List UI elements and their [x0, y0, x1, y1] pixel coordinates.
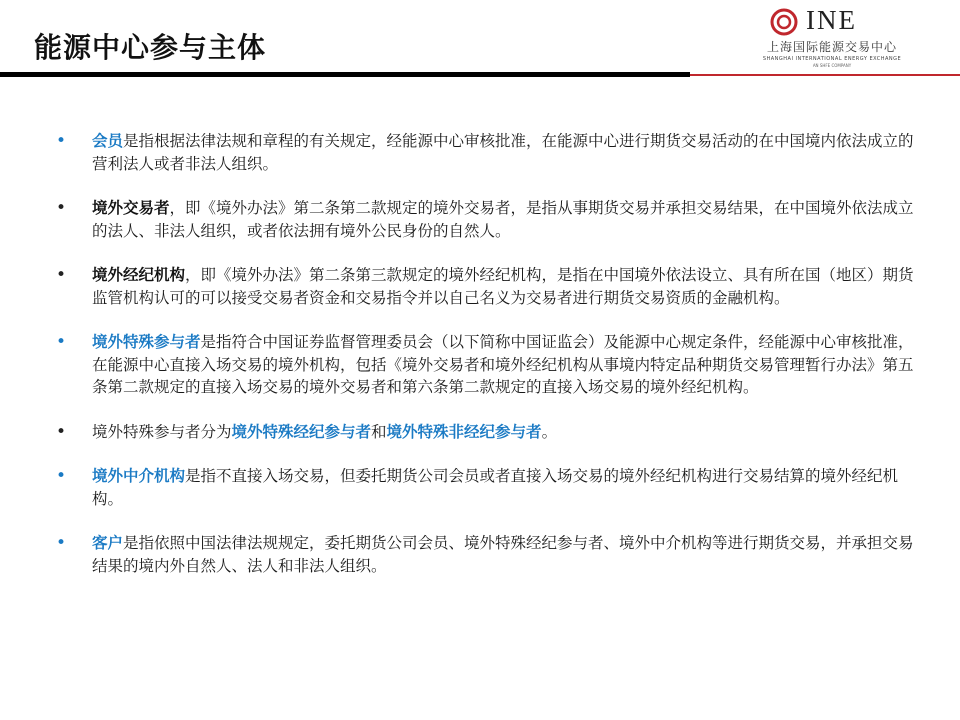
term: 境外经纪机构 — [92, 266, 186, 284]
list-item — [56, 421, 916, 444]
logo-brand: INE — [806, 5, 857, 35]
list-item — [56, 465, 916, 510]
list-item — [56, 130, 916, 175]
bullet-icon: • — [56, 533, 67, 553]
definition: 是指符合中国证券监督管理委员会（以下简称中国证监会）及能源中心规定条件，经能源中心审核批准，在能源中心直接入场交易的境外机构，包括《境外交易者和境外经纪机构从事境内特定品种期货交易管理暂行办法》第五条第二款规定的直接入场交易的境外交易者和第六条第二款规定的直接入场交易的境外经纪机构。 — [92, 333, 914, 396]
bullet-icon: • — [56, 332, 67, 352]
page-title: 能源中心参与主体 — [34, 31, 267, 64]
ine-logo — [752, 4, 912, 74]
logo-sub: AN SHFE COMPANY — [812, 63, 852, 68]
definition: ，即《境外办法》第二条第二款规定的境外交易者，是指从事期货交易并承担交易结果，在中国境外依法成立的法人、非法人组织，或者依法拥有境外公民身份的自然人。 — [92, 199, 914, 240]
term: 境外交易者 — [92, 199, 170, 217]
bullet-icon: • — [56, 421, 67, 442]
logo-en-name: SHANGHAI INTERNATIONAL ENERGY EXCHANGE — [762, 56, 902, 62]
definition-pre: 境外特殊参与者分为 — [92, 422, 232, 441]
definition: 是指依照中国法律法规规定，委托期货公司会员、境外特殊经纪参与者、境外中介机构等进行期货交易，并承担交易结果的境内外自然人、法人和非法人组织。 — [92, 534, 914, 575]
list-item — [56, 264, 916, 309]
list-item — [56, 331, 916, 399]
bullet-list — [56, 130, 916, 599]
definition-mid: 和 — [371, 422, 387, 441]
list-item — [56, 532, 916, 577]
ine-logo-icon — [769, 7, 799, 37]
bullet-icon: • — [56, 131, 67, 151]
logo-cn-name: 上海国际能源交易中心 — [766, 40, 897, 54]
definition: ，即《境外办法》第二条第三款规定的境外经纪机构，是指在中国境外依法设立、具有所在国（地区）期货监管机构认可的可以接受交易者资金和交易指令并以自己名义为交易者进行期货交易资质的金融机构。 — [92, 266, 914, 307]
definition: 是指根据法律法规和章程的有关规定，经能源中心审核批准，在能源中心进行期货交易活动的在中国境内依法成立的营利法人或者非法人组织。 — [92, 132, 914, 173]
title-underline-accent — [690, 74, 960, 76]
definition-end: 。 — [541, 422, 558, 441]
bullet-icon: • — [56, 265, 67, 285]
term: 境外特殊经纪参与者 — [231, 422, 372, 441]
term: 境外特殊参与者 — [92, 333, 201, 351]
bullet-icon: • — [56, 466, 67, 486]
term: 境外中介机构 — [92, 467, 186, 485]
list-item — [56, 197, 916, 242]
term: 会员 — [92, 132, 124, 150]
term: 境外特殊非经纪参与者 — [386, 422, 542, 441]
definition: 是指不直接入场交易，但委托期货公司会员或者直接入场交易的境外经纪机构进行交易结算的境外经纪机构。 — [92, 467, 899, 508]
title-underline — [0, 72, 690, 77]
bullet-icon: • — [56, 198, 67, 218]
term: 客户 — [92, 534, 124, 552]
